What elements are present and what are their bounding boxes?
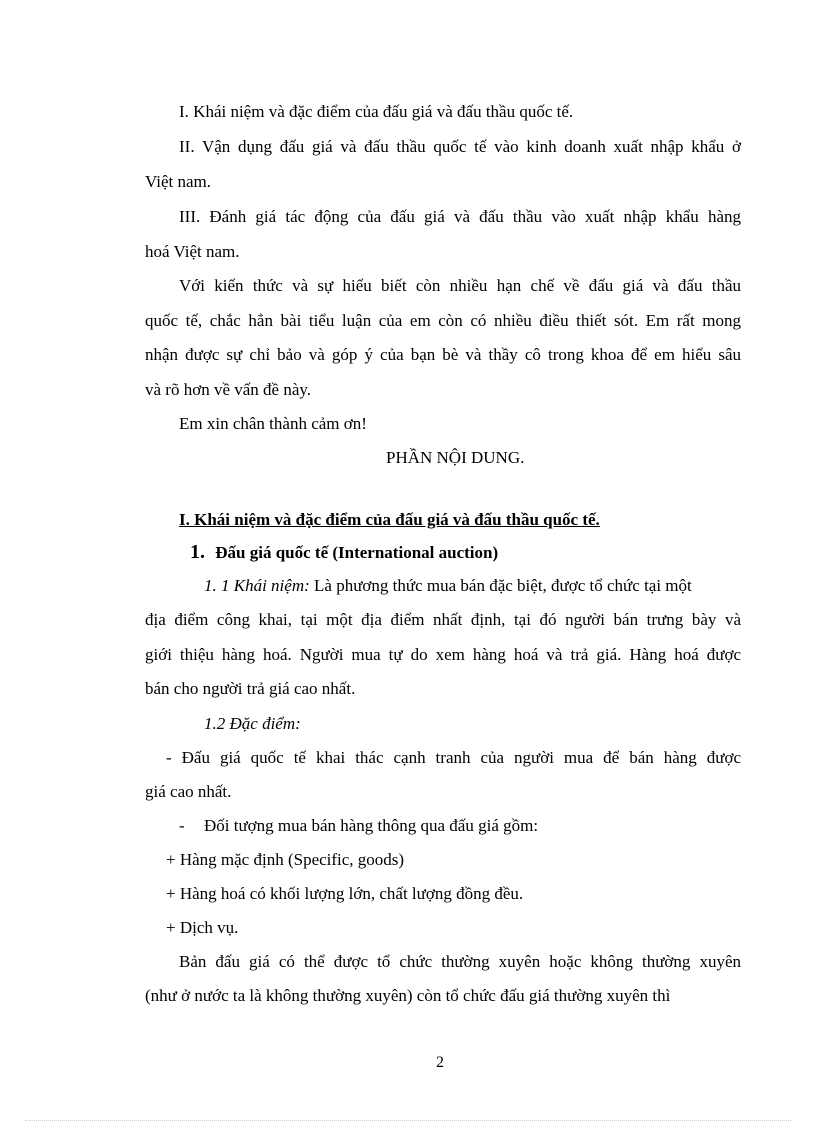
feature-dash: - bbox=[179, 816, 185, 835]
paragraph-line: II. Vận dụng đấu giá và đấu thầu quốc tế vào kinh doanh xuất nhập khẩu ở bbox=[179, 137, 741, 156]
definition-text: Là phương thức mua bán đặc biệt, được tổ chức tại một bbox=[309, 576, 692, 595]
paragraph-line: Việt nam. bbox=[145, 172, 212, 191]
feature-line: - Đấu giá quốc tế khai thác cạnh tranh của người mua để bán hàng được bbox=[166, 748, 741, 767]
feature-line: Đối tượng mua bán hàng thông qua đấu giá gồm: bbox=[204, 816, 539, 835]
paragraph-line: và rõ hơn về vấn đề này. bbox=[145, 380, 312, 399]
definition-label: 1. 1 Khái niệm: bbox=[204, 576, 310, 595]
feature-line: + Dịch vụ. bbox=[166, 918, 239, 937]
page-number: 2 bbox=[436, 1054, 444, 1071]
paragraph-line: nhận được sự chỉ bảo và góp ý của bạn bè và thầy cô trong khoa để em hiểu sâu bbox=[145, 345, 741, 364]
paragraph-line: I. Khái niệm và đặc điểm của đấu giá và đấu thầu quốc tế. bbox=[179, 102, 574, 121]
definition-line bbox=[204, 575, 692, 597]
definition-line: bán cho người trả giá cao nhất. bbox=[145, 679, 356, 698]
subsection-number: 1. bbox=[190, 541, 205, 563]
part-title: PHẦN NỘI DUNG. bbox=[386, 448, 525, 467]
feature-line: + Hàng hoá có khối lượng lớn, chất lượng đồng đều. bbox=[166, 884, 524, 903]
definition-line: địa điểm công khai, tại một địa điểm nhất định, tại đó người bán trưng bày và bbox=[145, 610, 741, 629]
features-label: 1.2 Đặc điểm: bbox=[204, 714, 301, 733]
paragraph-line: Em xin chân thành cảm ơn! bbox=[179, 414, 367, 433]
paragraph-line: III. Đánh giá tác động của đấu giá và đấu thầu vào xuất nhập khẩu hàng bbox=[179, 207, 741, 226]
feature-line: Bản đấu giá có thể được tổ chức thường xuyên hoặc không thường xuyên bbox=[179, 952, 741, 971]
definition-line: giới thiệu hàng hoá. Người mua tự do xem hàng hoá và trả giá. Hàng hoá được bbox=[145, 645, 741, 664]
paragraph-line: quốc tế, chắc hẳn bài tiểu luận của em còn có nhiều điều thiết sót. Em rất mong bbox=[145, 311, 741, 330]
subsection-heading bbox=[190, 541, 498, 564]
paragraph-line: hoá Việt nam. bbox=[145, 242, 240, 261]
feature-line: + Hàng mặc định (Specific, goods) bbox=[166, 850, 405, 869]
section-heading: I. Khái niệm và đặc điểm của đấu giá và đấu thầu quốc tế. bbox=[179, 510, 600, 529]
page-separator bbox=[25, 1120, 791, 1121]
feature-line: giá cao nhất. bbox=[145, 782, 232, 801]
paragraph-line: Với kiến thức và sự hiểu biết còn nhiều hạn chế về đấu giá và đấu thầu bbox=[179, 276, 741, 295]
subsection-title: Đấu giá quốc tế (International auction) bbox=[215, 543, 499, 562]
feature-line: (như ở nước ta là không thường xuyên) còn tổ chức đấu giá thường xuyên thì bbox=[145, 986, 671, 1005]
